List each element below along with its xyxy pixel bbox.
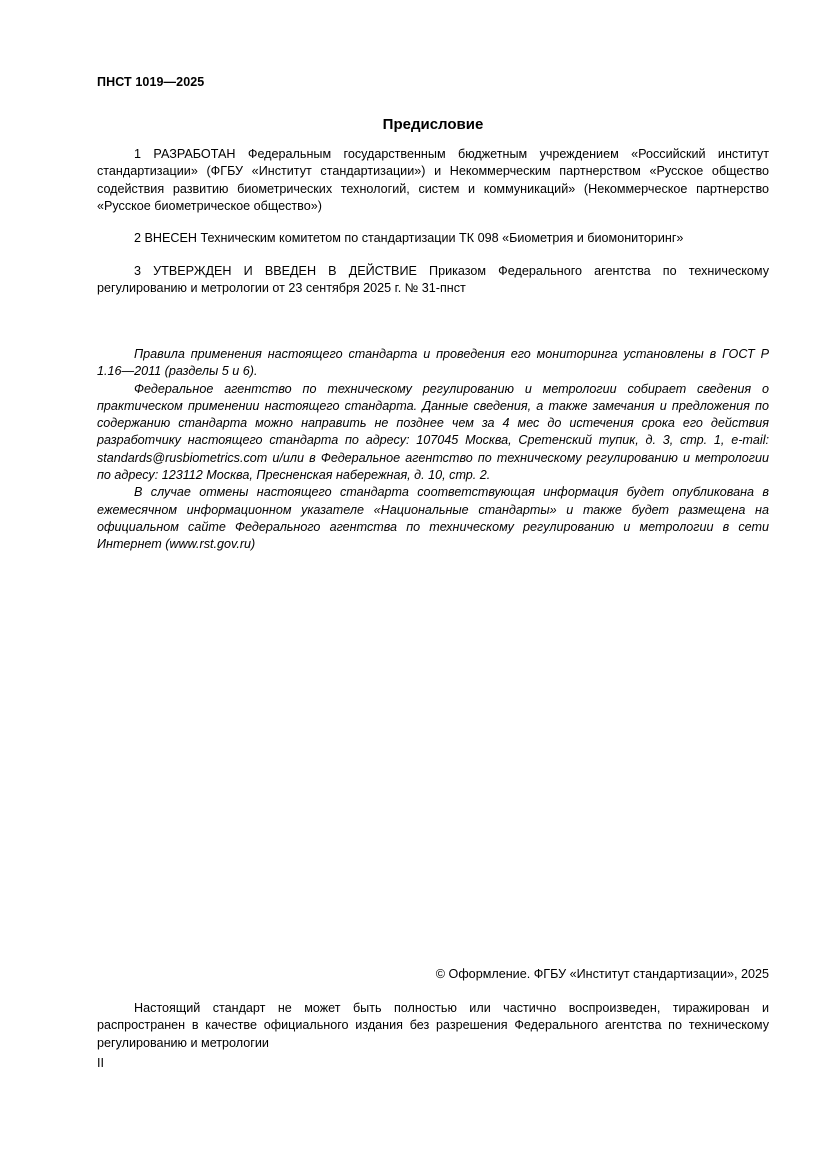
page-number: II: [97, 1056, 104, 1070]
preface-item-approved: 3 УТВЕРЖДЕН И ВВЕДЕН В ДЕЙСТВИЕ Приказом Федерального агентства по техническому регулированию и метрологии от 23 сентября 2025 г. № 31-пнст: [97, 264, 769, 296]
note-cancellation: В случае отмены настоящего стандарта соответствующая информация будет опубликована в ежемесячном информационном указателе «Национальные стандарты» и также будет размещена на официальном сайте Федерального агентства по техническому регулированию и метрологии в сети Интернет (www.rst.gov.ru): [97, 485, 769, 552]
application-notes: [97, 346, 769, 554]
reproduction-notice: Настоящий стандарт не может быть полностью или частично воспроизведен, тиражирован и распространен в качестве официального издания без разрешения Федерального агентства по техническому регулированию и метрологии: [97, 1001, 769, 1050]
note-rules: Правила применения настоящего стандарта и проведения его мониторинга установлены в ГОСТ Р 1.16—2011 (разделы 5 и 6).: [97, 347, 769, 379]
document-code: ПНСТ 1019—2025: [97, 75, 205, 89]
preface-item-developed: 1 РАЗРАБОТАН Федеральным государственным бюджетным учреждением «Российский институт стандартизации» (ФГБУ «Институт стандартизации») и Некоммерческим партнерством «Русское общество содействия развитию биометрических технологий, систем и коммуникаций» (Некоммерческое партнерство «Русское биометрическое общество»): [97, 147, 769, 213]
copyright-line: © Оформление. ФГБУ «Институт стандартизации», 2025: [435, 967, 769, 981]
preface-title: Предисловие: [382, 116, 484, 133]
note-feedback: Федеральное агентство по техническому регулированию и метрологии собирает сведения о практическом применении настоящего стандарта. Данные сведения, а также замечания и предложения по содержанию стандарта можно направить не позднее чем за 4 мес до истечения срока его действия разработчику настоящего стандарта по адресу: 107045 Москва, Сретенский тупик, д. 3, стр. 1, e-mail: standards@rusbiometrics.com и/или в Федеральное агентство по техническому регулированию и метрологии по адресу: 123112 Москва, Пресненская набережная, д. 10, стр. 2.: [97, 381, 769, 483]
preface-item-submitted: 2 ВНЕСЕН Техническим комитетом по стандартизации ТК 098 «Биометрия и биомониторинг»: [134, 231, 684, 245]
